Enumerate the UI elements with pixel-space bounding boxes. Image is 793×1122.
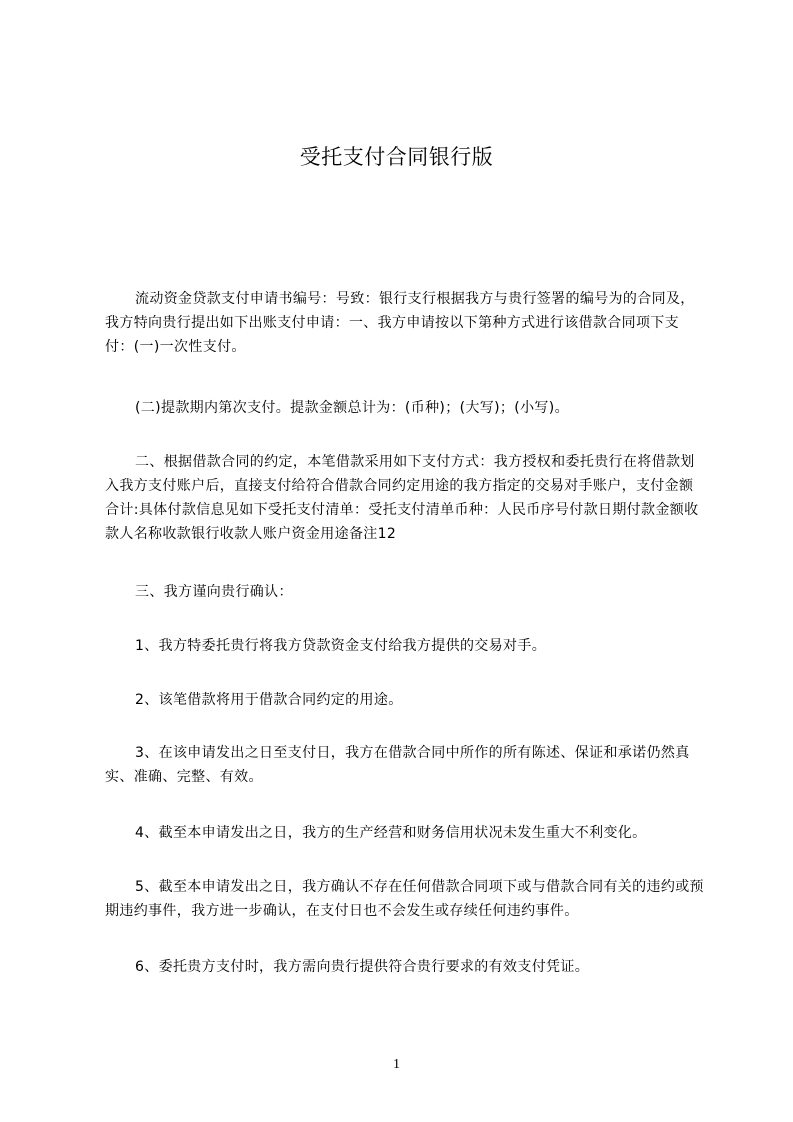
paragraph-confirmation-heading: 三、我方谨向贵行确认： xyxy=(135,584,293,600)
paragraph-payment-method: 二、根据借款合同的约定，本笔借款采用如下支付方式：我方授权和委托贵行在将借款划入我方支付账户后，直接支付给符合借款合同约定用途的我方指定的交易对手账户，支付金额合计:具体付款信息见如下受托支付清单：受托支付清单币种：人民币序号付款日期付款金额收款人名称收款银行收款人账户资金用途备注12 xyxy=(105,454,699,542)
paragraph-application-intro: 流动资金贷款支付申请书编号：号致：银行支行根据我方与贵行签署的编号为的合同及，我方特向贵行提出如下出账支付申请：一、我方申请按以下第种方式进行该借款合同项下支付：(一)一次性支付。 xyxy=(105,291,695,355)
paragraph-confirmation-item-2: 2、该笔借款将用于借款合同约定的用途。 xyxy=(135,692,403,708)
page-number: 1 xyxy=(393,1057,400,1072)
paragraph-confirmation-item-4: 4、截至本申请发出之日，我方的生产经营和财务信用状况未发生重大不利变化。 xyxy=(135,825,647,841)
paragraph-confirmation-item-6: 6、委托贵方支付时，我方需向贵行提供符合贵行要求的有效支付凭证。 xyxy=(135,959,590,975)
paragraph-confirmation-item-1: 1、我方特委托贵行将我方贷款资金支付给我方提供的交易对手。 xyxy=(135,638,547,654)
paragraph-confirmation-item-5: 5、截至本申请发出之日，我方确认不存在任何借款合同项下或与借款合同有关的违约或预期违约事件，我方进一步确认，在支付日也不会发生或存续任何违约事件。 xyxy=(105,879,704,919)
paragraph-confirmation-item-3: 3、在该申请发出之日至支付日，我方在借款合同中所作的所有陈述、保证和承诺仍然真实、准确、完整、有效。 xyxy=(105,745,690,785)
document-title: 受托支付合同银行版 xyxy=(299,145,494,169)
paragraph-installment-payment: (二)提款期内第次支付。提款金额总计为：(币种)；(大写)；(小写)。 xyxy=(135,400,569,416)
